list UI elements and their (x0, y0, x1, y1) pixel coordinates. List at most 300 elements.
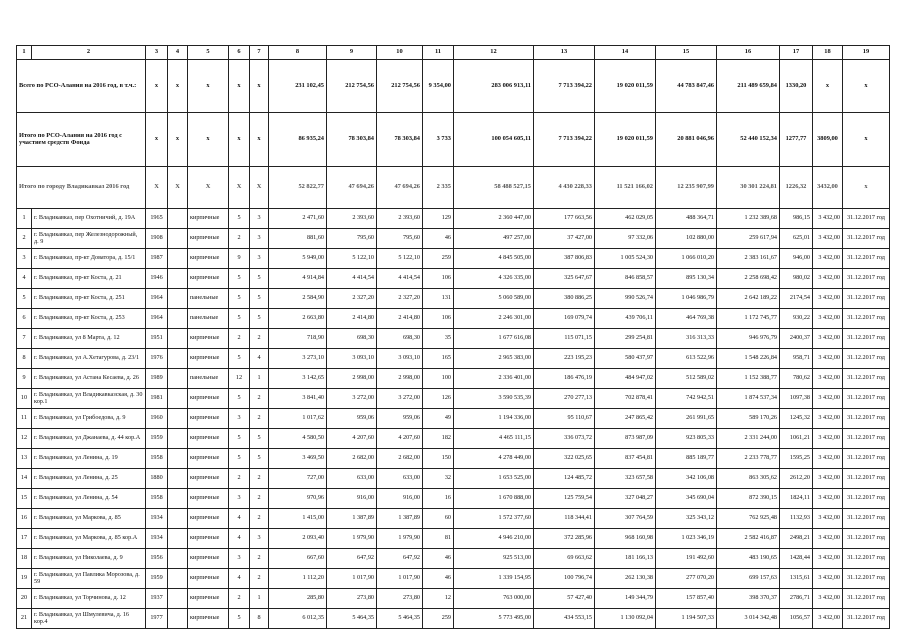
empty-cell (168, 609, 188, 629)
table-row (17, 429, 890, 449)
value-cell: 95 110,67 (534, 409, 595, 429)
value-cell: 46 (423, 229, 454, 249)
value-cell: 12 (423, 589, 454, 609)
total-value: 78 303,84 (377, 113, 423, 167)
entrances-cell: 5 (250, 449, 269, 469)
value-cell: 3 432,00 (813, 489, 843, 509)
total-cell: x (146, 113, 168, 167)
value-cell: 299 254,81 (595, 329, 656, 349)
value-cell: 968 160,98 (595, 529, 656, 549)
entrances-cell: 3 (250, 209, 269, 229)
value-cell: 118 344,41 (534, 509, 595, 529)
value-cell: 647,92 (327, 549, 377, 569)
table-row (17, 609, 890, 629)
value-cell: 946 976,79 (717, 329, 780, 349)
value-cell: 5 464,35 (327, 609, 377, 629)
deadline-cell: 31.12.2017 год (843, 209, 890, 229)
value-cell: 5 060 589,00 (454, 289, 534, 309)
value-cell: 247 865,42 (595, 409, 656, 429)
value-cell: 1 387,89 (327, 509, 377, 529)
value-cell: 181 166,13 (595, 549, 656, 569)
value-cell: 763 000,00 (454, 589, 534, 609)
total-value: 44 783 847,46 (656, 60, 717, 113)
total-value: 19 020 011,59 (595, 113, 656, 167)
row-number: 16 (17, 509, 32, 529)
wall-material-cell: кирпичные (188, 549, 229, 569)
value-cell: 3 432,00 (813, 429, 843, 449)
value-cell: 387 806,83 (534, 249, 595, 269)
value-cell: 2 471,60 (269, 209, 327, 229)
value-cell: 863 305,62 (717, 469, 780, 489)
floors-cell: 5 (229, 609, 250, 629)
value-cell: 4 914,84 (269, 269, 327, 289)
value-cell: 2 393,60 (377, 209, 423, 229)
table-body (17, 46, 890, 629)
value-cell: 633,00 (327, 469, 377, 489)
value-cell: 102 880,00 (656, 229, 717, 249)
value-cell: 1097,38 (780, 389, 813, 409)
value-cell: 277 070,20 (656, 569, 717, 589)
value-cell: 2 093,40 (269, 529, 327, 549)
wall-material-cell: кирпичные (188, 569, 229, 589)
value-cell: 2 246 301,00 (454, 309, 534, 329)
value-cell: 1 152 388,77 (717, 369, 780, 389)
value-cell: 37 427,00 (534, 229, 595, 249)
value-cell: 129 (423, 209, 454, 229)
value-cell: 2 331 244,00 (717, 429, 780, 449)
value-cell: 182 (423, 429, 454, 449)
deadline-cell: 31.12.2017 год (843, 489, 890, 509)
value-cell: 1 979,90 (327, 529, 377, 549)
value-cell: 873 987,09 (595, 429, 656, 449)
value-cell: 925 513,00 (454, 549, 534, 569)
year-cell: 1976 (146, 349, 168, 369)
value-cell: 60 (423, 509, 454, 529)
value-cell: 261 991,65 (656, 409, 717, 429)
value-cell: 150 (423, 449, 454, 469)
wall-material-cell: кирпичные (188, 609, 229, 629)
value-cell: 2 393,60 (327, 209, 377, 229)
row-number: 17 (17, 529, 32, 549)
floors-cell: 5 (229, 269, 250, 289)
wall-material-cell: кирпичные (188, 449, 229, 469)
value-cell: 2 258 698,42 (717, 269, 780, 289)
value-cell: 633,00 (377, 469, 423, 489)
value-cell: 647,92 (377, 549, 423, 569)
value-cell: 895 130,34 (656, 269, 717, 289)
value-cell: 2 327,20 (377, 289, 423, 309)
year-cell: 1959 (146, 429, 168, 449)
value-cell: 259 617,94 (717, 229, 780, 249)
deadline-cell: 31.12.2017 год (843, 309, 890, 329)
value-cell: 124 485,72 (534, 469, 595, 489)
total-row (17, 113, 890, 167)
year-cell: 1880 (146, 469, 168, 489)
value-cell: 57 427,40 (534, 589, 595, 609)
value-cell: 1824,11 (780, 489, 813, 509)
row-number: 6 (17, 309, 32, 329)
row-number: 19 (17, 569, 32, 589)
value-cell: 488 364,71 (656, 209, 717, 229)
value-cell: 1428,44 (780, 549, 813, 569)
value-cell: 5 773 495,00 (454, 609, 534, 629)
value-cell: 1 194 336,00 (454, 409, 534, 429)
year-cell: 1958 (146, 449, 168, 469)
value-cell: 3 432,00 (813, 469, 843, 489)
total-value: 47 694,26 (377, 167, 423, 209)
value-cell: 69 663,62 (534, 549, 595, 569)
value-cell: 3 432,00 (813, 449, 843, 469)
value-cell: 46 (423, 569, 454, 589)
value-cell: 3 432,00 (813, 369, 843, 389)
value-cell: 2 233 778,77 (717, 449, 780, 469)
total-value: 212 754,56 (327, 60, 377, 113)
deadline-cell: 31.12.2017 год (843, 229, 890, 249)
row-number: 5 (17, 289, 32, 309)
value-cell: 916,00 (377, 489, 423, 509)
total-value: 12 235 907,99 (656, 167, 717, 209)
value-cell: 762 925,48 (717, 509, 780, 529)
value-cell: 165 (423, 349, 454, 369)
total-value: 52 822,77 (269, 167, 327, 209)
entrances-cell: 2 (250, 509, 269, 529)
value-cell: 2 998,00 (327, 369, 377, 389)
entrances-cell: 2 (250, 549, 269, 569)
total-value: x (843, 167, 890, 209)
value-cell: 2 414,80 (377, 309, 423, 329)
value-cell: 846 858,57 (595, 269, 656, 289)
row-number: 14 (17, 469, 32, 489)
value-cell: 3 272,00 (327, 389, 377, 409)
total-value: 4 430 228,33 (534, 167, 595, 209)
value-cell: 959,06 (377, 409, 423, 429)
total-label: Итого по городу Владикавказ 2016 год (17, 167, 146, 209)
value-cell: 699 157,63 (717, 569, 780, 589)
table-row (17, 449, 890, 469)
column-number-cell: 14 (595, 46, 656, 60)
total-value: 7 713 394,22 (534, 113, 595, 167)
table-row (17, 349, 890, 369)
value-cell: 398 370,37 (717, 589, 780, 609)
empty-cell (168, 269, 188, 289)
entrances-cell: 5 (250, 309, 269, 329)
value-cell: 100 (423, 369, 454, 389)
address-cell: г. Владикавказ, ул Николаева, д. 9 (32, 549, 146, 569)
value-cell: 2 327,20 (327, 289, 377, 309)
value-cell: 4 465 111,15 (454, 429, 534, 449)
value-cell: 100 796,74 (534, 569, 595, 589)
row-number: 11 (17, 409, 32, 429)
total-cell: x (229, 60, 250, 113)
address-cell: г. Владикавказ, ул Грибоедова, д. 9 (32, 409, 146, 429)
value-cell: 795,60 (377, 229, 423, 249)
value-cell: 2 965 383,00 (454, 349, 534, 369)
table-row (17, 249, 890, 269)
value-cell: 191 492,60 (656, 549, 717, 569)
value-cell: 497 257,00 (454, 229, 534, 249)
row-number: 15 (17, 489, 32, 509)
total-label: Всего по РСО-Алания на 2016 год, в т.ч.: (17, 60, 146, 113)
value-cell: 106 (423, 269, 454, 289)
value-cell: 273,80 (377, 589, 423, 609)
value-cell: 106 (423, 309, 454, 329)
total-value: 30 301 224,81 (717, 167, 780, 209)
floors-cell: 3 (229, 409, 250, 429)
address-cell: г. Владикавказ, ул Ленина, д. 25 (32, 469, 146, 489)
value-cell: 5 949,00 (269, 249, 327, 269)
floors-cell: 2 (229, 589, 250, 609)
total-value: 3432,00 (813, 167, 843, 209)
deadline-cell: 31.12.2017 год (843, 289, 890, 309)
row-number: 13 (17, 449, 32, 469)
empty-cell (168, 309, 188, 329)
floors-cell: 5 (229, 349, 250, 369)
column-number-cell: 12 (454, 46, 534, 60)
address-cell: г. Владикавказ, ул Маркова, д. 85 (32, 509, 146, 529)
total-value: 1330,20 (780, 60, 813, 113)
floors-cell: 2 (229, 229, 250, 249)
deadline-cell: 31.12.2017 год (843, 389, 890, 409)
value-cell: 2 584,90 (269, 289, 327, 309)
table-row (17, 209, 890, 229)
empty-cell (168, 289, 188, 309)
column-number-cell: 16 (717, 46, 780, 60)
value-cell: 3 469,50 (269, 449, 327, 469)
entrances-cell: 3 (250, 249, 269, 269)
value-cell: 1595,25 (780, 449, 813, 469)
wall-material-cell: кирпичные (188, 389, 229, 409)
year-cell: 1987 (146, 249, 168, 269)
column-number-cell: 6 (229, 46, 250, 60)
total-value: 283 006 913,11 (454, 60, 534, 113)
value-cell: 3 272,00 (377, 389, 423, 409)
entrances-cell: 2 (250, 389, 269, 409)
value-cell: 4 326 335,00 (454, 269, 534, 289)
column-number-cell: 3 (146, 46, 168, 60)
wall-material-cell: кирпичные (188, 229, 229, 249)
total-cell: X (250, 167, 269, 209)
entrances-cell: 1 (250, 589, 269, 609)
deadline-cell: 31.12.2017 год (843, 609, 890, 629)
value-cell: 223 195,23 (534, 349, 595, 369)
entrances-cell: 3 (250, 529, 269, 549)
value-cell: 3 014 342,48 (717, 609, 780, 629)
value-cell: 1 017,62 (269, 409, 327, 429)
column-number-cell: 8 (269, 46, 327, 60)
value-cell: 1 874 537,34 (717, 389, 780, 409)
floors-cell: 4 (229, 569, 250, 589)
value-cell: 4 278 449,00 (454, 449, 534, 469)
total-value: x (843, 113, 890, 167)
value-cell: 336 073,72 (534, 429, 595, 449)
wall-material-cell: кирпичные (188, 429, 229, 449)
address-cell: г. Владикавказ, пер Охотничий, д. 19А (32, 209, 146, 229)
value-cell: 1 005 524,30 (595, 249, 656, 269)
value-cell: 484 947,02 (595, 369, 656, 389)
value-cell: 4 414,54 (377, 269, 423, 289)
address-cell: г. Владикавказ, ул Джанаева, д. 44 кор.А (32, 429, 146, 449)
entrances-cell: 2 (250, 489, 269, 509)
entrances-cell: 5 (250, 429, 269, 449)
value-cell: 6 012,35 (269, 609, 327, 629)
value-cell: 625,01 (780, 229, 813, 249)
value-cell: 1 979,90 (377, 529, 423, 549)
row-number: 3 (17, 249, 32, 269)
value-cell: 916,00 (327, 489, 377, 509)
year-cell: 1989 (146, 369, 168, 389)
value-cell: 2 663,80 (269, 309, 327, 329)
value-cell: 958,71 (780, 349, 813, 369)
value-cell: 1 046 986,79 (656, 289, 717, 309)
column-number-row (17, 46, 890, 60)
value-cell: 980,02 (780, 269, 813, 289)
empty-cell (168, 349, 188, 369)
empty-cell (168, 549, 188, 569)
value-cell: 273,80 (327, 589, 377, 609)
value-cell: 970,96 (269, 489, 327, 509)
table-row (17, 389, 890, 409)
value-cell: 959,06 (327, 409, 377, 429)
table-row (17, 589, 890, 609)
floors-cell: 5 (229, 389, 250, 409)
value-cell: 613 522,96 (656, 349, 717, 369)
empty-cell (168, 589, 188, 609)
floors-cell: 2 (229, 329, 250, 349)
value-cell: 3 590 535,39 (454, 389, 534, 409)
row-number: 7 (17, 329, 32, 349)
value-cell: 270 277,13 (534, 389, 595, 409)
value-cell: 3 432,00 (813, 589, 843, 609)
deadline-cell: 31.12.2017 год (843, 329, 890, 349)
value-cell: 49 (423, 409, 454, 429)
value-cell: 259 (423, 609, 454, 629)
empty-cell (168, 209, 188, 229)
value-cell: 3 432,00 (813, 609, 843, 629)
total-value: 52 440 152,34 (717, 113, 780, 167)
row-number: 4 (17, 269, 32, 289)
year-cell: 1946 (146, 269, 168, 289)
value-cell: 342 106,08 (656, 469, 717, 489)
deadline-cell: 31.12.2017 год (843, 349, 890, 369)
wall-material-cell: панельные (188, 289, 229, 309)
year-cell: 1964 (146, 309, 168, 329)
total-value: 47 694,26 (327, 167, 377, 209)
value-cell: 439 706,11 (595, 309, 656, 329)
year-cell: 1960 (146, 409, 168, 429)
row-number: 2 (17, 229, 32, 249)
value-cell: 742 942,51 (656, 389, 717, 409)
value-cell: 345 690,04 (656, 489, 717, 509)
empty-cell (168, 409, 188, 429)
table-row (17, 569, 890, 589)
year-cell: 1951 (146, 329, 168, 349)
value-cell: 795,60 (327, 229, 377, 249)
year-cell: 1981 (146, 389, 168, 409)
value-cell: 1 653 525,00 (454, 469, 534, 489)
total-cell: x (188, 113, 229, 167)
total-value: 9 354,00 (423, 60, 454, 113)
value-cell: 3 273,10 (269, 349, 327, 369)
total-cell: x (168, 60, 188, 113)
row-number: 1 (17, 209, 32, 229)
empty-cell (168, 329, 188, 349)
value-cell: 4 207,60 (327, 429, 377, 449)
value-cell: 169 079,74 (534, 309, 595, 329)
value-cell: 325 647,67 (534, 269, 595, 289)
value-cell: 2 998,00 (377, 369, 423, 389)
value-cell: 1 130 092,04 (595, 609, 656, 629)
deadline-cell: 31.12.2017 год (843, 449, 890, 469)
total-cell: X (168, 167, 188, 209)
total-cell: x (229, 113, 250, 167)
value-cell: 3 432,00 (813, 349, 843, 369)
value-cell: 2 414,80 (327, 309, 377, 329)
value-cell: 131 (423, 289, 454, 309)
value-cell: 3 432,00 (813, 509, 843, 529)
value-cell: 323 657,58 (595, 469, 656, 489)
value-cell: 2174,54 (780, 289, 813, 309)
value-cell: 307 764,59 (595, 509, 656, 529)
deadline-cell: 31.12.2017 год (843, 369, 890, 389)
value-cell: 1 023 346,19 (656, 529, 717, 549)
total-value: 3809,00 (813, 113, 843, 167)
column-number-cell: 15 (656, 46, 717, 60)
floors-cell: 12 (229, 369, 250, 389)
value-cell: 3 841,40 (269, 389, 327, 409)
wall-material-cell: кирпичные (188, 509, 229, 529)
row-number: 10 (17, 389, 32, 409)
floors-cell: 2 (229, 469, 250, 489)
value-cell: 1132,93 (780, 509, 813, 529)
deadline-cell: 31.12.2017 год (843, 409, 890, 429)
value-cell: 16 (423, 489, 454, 509)
value-cell: 3 093,10 (327, 349, 377, 369)
floors-cell: 5 (229, 449, 250, 469)
wall-material-cell: кирпичные (188, 249, 229, 269)
total-value: 1226,32 (780, 167, 813, 209)
total-row (17, 60, 890, 113)
value-cell: 923 805,33 (656, 429, 717, 449)
table-row (17, 369, 890, 389)
floors-cell: 4 (229, 509, 250, 529)
wall-material-cell: кирпичные (188, 209, 229, 229)
value-cell: 2 336 401,00 (454, 369, 534, 389)
value-cell: 1 017,90 (377, 569, 423, 589)
value-cell: 3 432,00 (813, 249, 843, 269)
entrances-cell: 1 (250, 369, 269, 389)
value-cell: 780,62 (780, 369, 813, 389)
value-cell: 1 415,00 (269, 509, 327, 529)
value-cell: 2 383 161,67 (717, 249, 780, 269)
wall-material-cell: кирпичные (188, 349, 229, 369)
table-row (17, 529, 890, 549)
entrances-cell: 5 (250, 289, 269, 309)
value-cell: 380 886,25 (534, 289, 595, 309)
value-cell: 930,22 (780, 309, 813, 329)
year-cell: 1959 (146, 569, 168, 589)
floors-cell: 5 (229, 309, 250, 329)
wall-material-cell: кирпичные (188, 529, 229, 549)
empty-cell (168, 469, 188, 489)
total-value: 78 303,84 (327, 113, 377, 167)
table-row (17, 409, 890, 429)
floors-cell: 4 (229, 529, 250, 549)
value-cell: 434 553,15 (534, 609, 595, 629)
value-cell: 990 526,74 (595, 289, 656, 309)
entrances-cell: 2 (250, 469, 269, 489)
deadline-cell: 31.12.2017 год (843, 569, 890, 589)
deadline-cell: 31.12.2017 год (843, 549, 890, 569)
